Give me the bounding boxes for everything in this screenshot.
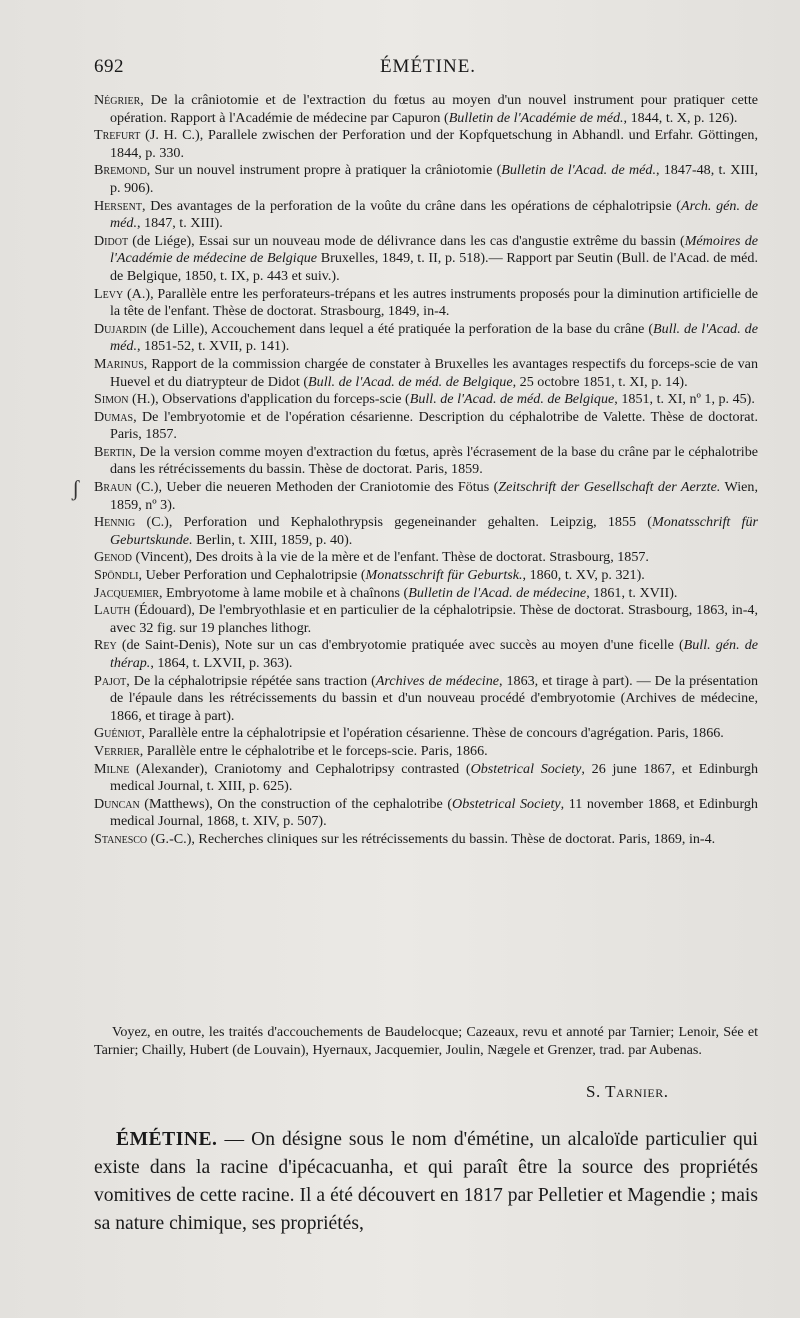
entry-text: (de Liége), Essai sur un nouveau mode de délivrance dans les cas d'angustie extrême du bassin ( [128,232,685,249]
entry-author: Dujardin [94,320,147,337]
bibliography-entry [94,479,758,514]
entry-title: Monatsschrift für Geburtskunde. [110,514,758,548]
entry-author: Simon [94,391,129,408]
bibliography-entry [94,356,758,391]
entry-text: , Des avantages de la perforation de la voûte du crâne dans les opérations de céphalotripsie ( [141,197,682,214]
entry-rest: , 11 november 1868, et Edinburgh medical Journal, 1868, t. XIV, p. 507). [110,795,758,830]
entry-author: Genod [94,549,132,566]
bibliography-entry [94,321,758,356]
see-also-note [94,1024,758,1059]
entry-title: Obstetrical Society [470,760,582,777]
entry-rest: , 25 octobre 1851, t. XI, p. 14). [512,373,688,390]
entry-text: (de Lille), Accouchement dans lequel a été pratiquée la perforation de la base du crâne ( [146,320,654,337]
entry-rest: , 1851-52, t. XVII, p. 141). [137,338,290,355]
article-head-word: ÉMÉTINE. [116,1129,218,1150]
bibliography-entry [94,602,758,637]
entry-text: , Parallèle entre la céphalotripsie et l'opération césarienne. Thèse de concours d'agrégation. Paris, 1866. [141,725,724,742]
entry-author: Rey [94,637,117,654]
bibliography-entry [94,637,758,672]
bibliography-entry [94,233,758,286]
entry-text: , De la version comme moyen d'extraction du fœtus, après l'écrasement de la base du crâne par le céphalotribe dans les rétrécissements du bassin. Thèse de doctorat. Paris, 1859. [110,443,758,478]
entry-text: , Embryotome à lame mobile et à chaînons ( [158,584,409,601]
bibliography-entry [94,567,758,585]
entry-title: Bulletin de l'Académie de méd. [448,109,624,126]
entry-text: , Ueber Perforation und Cephalotripsie ( [138,567,366,584]
entry-text: (A.), Parallèle entre les perforateurs-trépans et les autres instruments proposés pour la diminution artificielle de la tête de l'enfant. Thèse de doctorat. Strasbourg, 1849, in-4. [110,285,758,320]
article-emetine [94,1126,758,1238]
entry-title: Arch. gén. de méd. [110,197,759,232]
bibliography-entry [94,92,758,127]
entry-rest: , 26 june 1867, et Edinburgh medical Journal, t. XIII, p. 625). [110,760,758,795]
bibliography-entry [94,761,758,796]
entry-title: Bulletin de l'Acad. de médecine [408,584,587,601]
entry-author: Spöndli [94,567,139,584]
entry-author: Didot [94,232,129,249]
margin-pencil-mark: ʃ [72,476,80,501]
bibliography-entry [94,514,758,549]
bibliography-entry [94,198,758,233]
entry-text: , De la céphalotripsie répétée sans traction ( [126,672,376,689]
entry-author: Milne [94,760,130,777]
article-paragraph [94,1126,758,1238]
see-also-text: Voyez, en outre, les traités d'accouchements de Baudelocque; Cazeaux, revu et annoté par Tarnier; Lenoir, Sée et Tarnier; Chailly, Hubert (de Louvain), Hyernaux, Jacquemier, Joulin, Nægele et Grenzer, trad. par Aubenas. [94,1024,758,1058]
bibliography-entry [94,286,758,321]
bibliography-entry [94,743,758,761]
entry-author: Dumas [94,408,134,425]
entry-title: Bull. gén. de thérap. [110,637,758,671]
entry-title: Mémoires de l'Académie de médecine de Belgique [110,232,758,267]
entry-text: , Rapport de la commission chargée de constater à Bruxelles les avantages respectifs du forceps-scie de van Huevel et du diatrypteur de Didot ( [110,355,758,390]
entry-rest: , 1851, t. XI, nº 1, p. 45). [614,391,755,408]
entry-text: (Vincent), Des droits à la vie de la mère et de l'enfant. Thèse de doctorat. Strasbourg, 1857. [131,549,649,566]
bibliography-entry [94,796,758,831]
entry-author: Stanesco [94,830,148,847]
page-header [94,56,762,80]
bibliography-entry [94,831,758,849]
entry-text: (Édouard), De l'embryothlasie et en particulier de la céphalotripsie. Thèse de doctorat. Strasbourg, 1863, in-4, avec 32 fig. sur 19 planches lithogr. [110,602,758,636]
entry-rest: Berlin, t. XIII, 1859, p. 40). [192,531,353,548]
entry-text: (Matthews), On the construction of the cephalotribe ( [139,795,453,812]
entry-rest: , 1860, t. XV, p. 321). [522,567,645,584]
bibliography-entry [94,127,758,162]
entry-title: Bulletin de l'Acad. de méd. [501,162,656,179]
entry-text: (H.), Observations d'application du forceps-scie ( [128,391,410,408]
bibliography-entry [94,549,758,567]
entry-text: , Sur un nouvel instrument propre à pratiquer la crâniotomie ( [146,162,502,179]
entry-author: Négrier [94,92,141,108]
entry-author: Bertin [94,443,133,460]
bibliography-entry [94,409,758,444]
entry-rest: , 1847, t. XIII). [137,215,223,232]
entry-rest: , 1847-48, t. XIII, p. 906). [110,162,758,196]
bibliography-entry [94,673,758,726]
bibliography-entry [94,444,758,479]
entry-text: (J. H. C.), Parallele zwischen der Perforation und der Kopfquetschung in Abhandl. und Erfahr. Göttingen, 1844, p. 330. [110,127,758,161]
entry-author: Braun [94,479,132,496]
entry-author: Verrier [94,742,140,759]
bibliography-entry [94,725,758,743]
entry-author: Hersent [94,197,142,214]
entry-rest: , 1863, et tirage à part). — De la présentation de l'épaule dans les rétrécissements du bassin et d'un nouveau procédé d'embryotomie (Archives de médecine, 1866, et tirage à part). [110,672,759,724]
entry-author: Hennig [94,514,136,531]
entry-text: (C.), Perforation und Kephalothrypsis gegeneinander gehalten. Leipzig, 1855 ( [135,514,652,531]
entry-title: Obstetrical Society [452,795,561,812]
entry-author: Pajot [94,672,127,689]
entry-author: Marinus [94,355,144,372]
article-body-text: — On désigne sous le nom d'émétine, un alcaloïde particulier qui existe dans la racine d'ipécacuanha, et qui paraît être la source des propriétés vomitives de cette racine. Il a été découvert en 1817 par Pelletier et Magendie ; mais sa nature chimique, ses propriétés, [94,1129,758,1234]
entry-author: Levy [94,285,124,302]
entry-title: Zeitschrift der Gesellschaft der Aerzte. [498,479,721,496]
entry-text: , De la crâniotomie et de l'extraction du fœtus au moyen d'un nouvel instrument pour pratiquer cette opération. Rapport à l'Académie de médecine par Capuron ( [110,92,758,126]
entry-rest: Wien, 1859, nº 3). [110,479,758,513]
entry-author: Trefurt [94,127,141,144]
entry-author: Jacquemier [94,584,159,601]
entry-rest: , 1861, t. XVII). [586,584,678,601]
entry-author: Bremond [94,162,147,179]
entry-author: Lauth [94,602,131,619]
bibliography-list [94,92,758,849]
entry-text: , Parallèle entre le céphalotribe et le forceps-scie. Paris, 1866. [139,742,488,759]
entry-author: Guéniot [94,725,142,742]
author-signature: S. Tarnier. [586,1082,669,1101]
bibliography-entry [94,391,758,409]
entry-title: Monatsschrift für Geburtsk. [365,567,523,584]
entry-title: Bull. de l'Acad. de méd. de Belgique [308,373,513,390]
bibliography-entry [94,585,758,603]
entry-text: , De l'embryotomie et de l'opération césarienne. Description du céphalotribe de Valette. Thèse de doctorat. Paris, 1857. [110,408,758,443]
running-title: ÉMÉTINE. [379,56,477,77]
page-number: 692 [94,56,124,77]
entry-text: (G.-C.), Recherches cliniques sur les rétrécissements du bassin. Thèse de doctorat. Paris, 1869, in-4. [147,830,716,847]
bibliography-entry [94,162,758,197]
entry-title: Archives de médecine [375,672,500,689]
entry-text: (Alexander), Craniotomy and Cephalotripsy contrasted ( [129,760,471,777]
entry-rest: , 1844, t. X, p. 126). [623,109,738,126]
entry-title: Bull. de l'Acad. de méd. [110,320,758,355]
entry-author: Duncan [94,795,140,812]
entry-rest: Bruxelles, 1849, t. II, p. 518).— Rapport par Seutin (Bull. de l'Acad. de méd. de Belgique, 1850, t. IX, p. 443 et suiv.). [110,250,758,284]
entry-rest: , 1864, t. LXVII, p. 363). [150,655,293,671]
entry-text: (de Saint-Denis), Note sur un cas d'embryotomie pratiquée avec succès au moyen d'une ficelle ( [116,637,684,654]
entry-text: (C.), Ueber die neueren Methoden der Craniotomie des Fötus ( [131,479,499,496]
entry-title: Bull. de l'Acad. de méd. de Belgique [409,391,615,408]
